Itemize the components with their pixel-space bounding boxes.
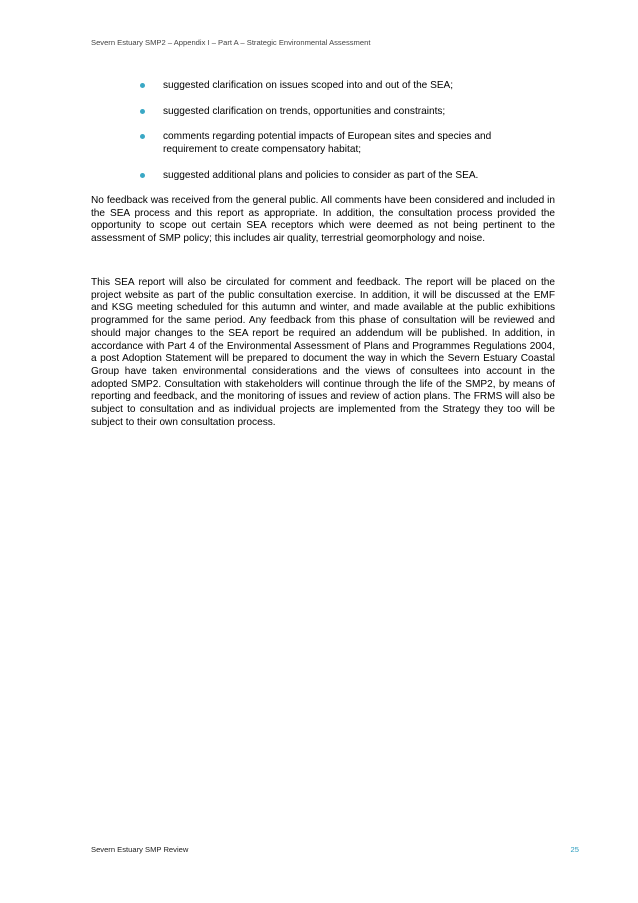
footer-document-name: Severn Estuary SMP Review bbox=[91, 845, 189, 854]
list-item bbox=[140, 79, 530, 92]
list-item-text: suggested clarification on issues scoped into and out of the SEA; bbox=[163, 80, 454, 91]
bullet-icon bbox=[140, 134, 145, 139]
page-header: Severn Estuary SMP2 – Appendix I – Part A – Strategic Environmental Assessment bbox=[91, 38, 371, 47]
bullet-icon bbox=[140, 109, 145, 114]
list-item bbox=[140, 130, 530, 156]
list-item bbox=[140, 169, 530, 182]
paragraph-feedback: No feedback was received from the general public. All comments have been considered and included in the SEA process and this report as appropriate. In addition, the consultation process provided the opportunity to scope out certain SEA receptors which were deemed as not being pertinent to the assessment of SMP policy; this includes air quality, terrestrial geomorphology and noise. bbox=[91, 195, 555, 245]
list-item bbox=[140, 105, 530, 118]
list-item-text: comments regarding potential impacts of European sites and species and requirement to create compensatory habitat; bbox=[163, 131, 492, 155]
bullet-icon bbox=[140, 83, 145, 88]
bullet-icon bbox=[140, 173, 145, 178]
list-item-text: suggested additional plans and policies to consider as part of the SEA. bbox=[163, 169, 479, 181]
bullet-list bbox=[140, 79, 530, 194]
paragraph-consultation: This SEA report will also be circulated for comment and feedback. The report will be placed on the project website as part of the public consultation exercise. In addition, it will be discussed at the EMF and KSG meeting scheduled for this autumn and winter, and made available at the public exhibitions programmed for the same period. Any feedback from this phase of consultation will be reviewed and should major changes to the SEA report be required an addendum will be published. In addition, in accordance with Part 4 of the Environmental Assessment of Plans and Programmes Regulations 2004, a post Adoption Statement will be prepared to document the way in which the Severn Estuary Coastal Group have taken environmental considerations and the views of consultees into account in the adopted SMP2. Consultation with stakeholders will continue through the life of the SMP2, by means of reporting and feedback, and the monitoring of issues and review of action plans. The FRMS will also be subject to consultation and as individual projects are implemented from the Strategy they too will be subject to their own consultation process. bbox=[91, 277, 555, 428]
page-number: 25 bbox=[570, 845, 579, 854]
list-item-text: suggested clarification on trends, opportunities and constraints; bbox=[163, 105, 446, 117]
